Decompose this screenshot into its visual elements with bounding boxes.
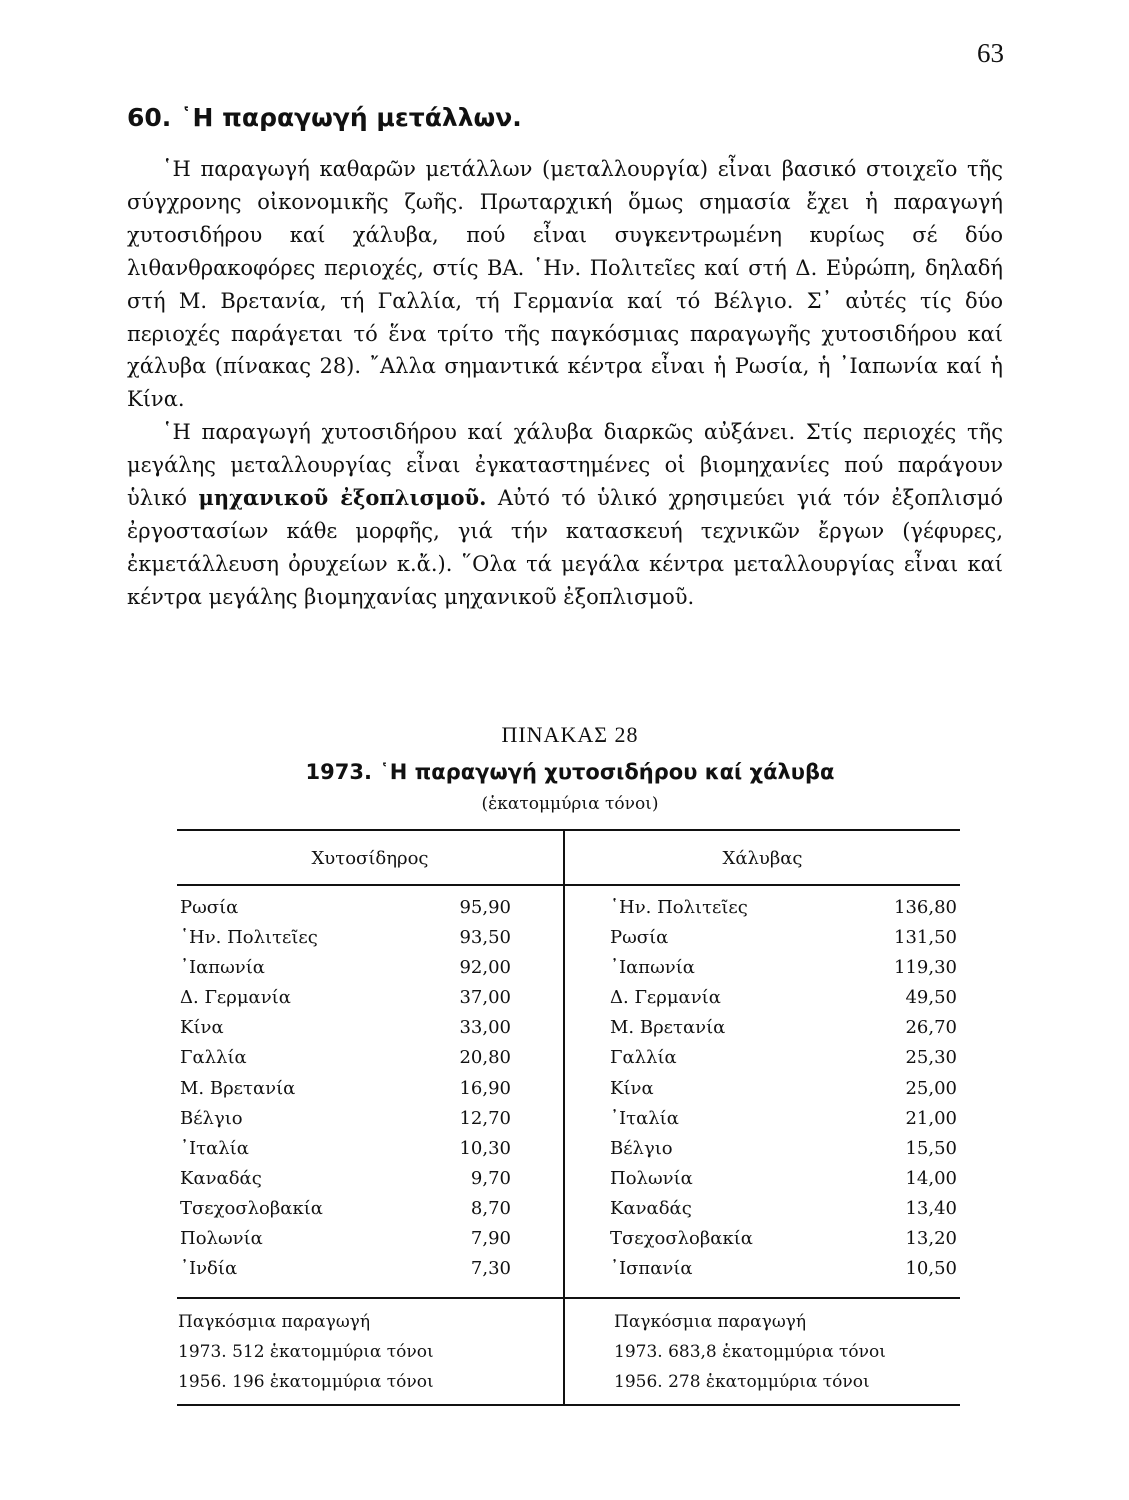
table-row [180,1226,511,1256]
country-name: ῾Ην. Πολιτεῖες [610,897,748,918]
steel-list [610,895,957,1286]
bold-term: μηχανικοῦ ἐξοπλισμοῦ. [198,485,487,511]
production-value: 7,30 [470,1258,511,1280]
country-name: ᾿Ιταλία [180,1137,249,1159]
country-name: Τσεχοσλοβακία [610,1228,753,1250]
country-name: ᾿Ινδία [180,1258,238,1280]
world-production-1973: 1973. 512 ἑκατομμύρια τόνοι [178,1342,434,1362]
country-name: Ρωσία [610,927,669,949]
world-production-1973: 1973. 683,8 ἑκατομμύρια τόνοι [614,1342,886,1362]
table-label: ΠΙΝΑΚΑΣ 28 [501,722,639,747]
country-name: Καναδάς [610,1197,692,1219]
pig-iron-world-total [178,1307,434,1397]
body-text [127,153,1003,614]
country-name: Μ. Βρετανία [610,1017,726,1039]
production-value: 92,00 [459,957,511,979]
country-name: Πολωνία [610,1167,693,1189]
country-name: Βέλγιο [180,1107,243,1129]
country-name: Δ. Γερμανία [180,987,291,1009]
table-title: 1973. ῾Η παραγωγή χυτοσιδήρου καί χάλυβα [305,760,835,784]
section-heading: 60. ῾Η παραγωγή μετάλλων. [127,103,522,132]
table-row [180,1196,511,1226]
production-value: 14,00 [905,1167,957,1189]
table-column-divider [563,829,565,1406]
table-unit: (ἑκατομμύρια τόνοι) [481,794,659,814]
production-value: 136,80 [894,897,957,918]
production-value: 10,50 [905,1258,957,1280]
table-row [610,1196,957,1226]
production-value: 9,70 [470,1167,511,1189]
production-value: 20,80 [459,1047,511,1069]
paragraph-text: ῾Η παραγωγή χυτοσιδήρου καί χάλυβα διαρκῶς αὐξάνει. Στίς περιοχές τῆς μεγάλης μεταλλουργίας εἶναι ἐγκαταστημένες οἱ βιομηχανίες πού παράγουν ὑλικό [127,420,1003,511]
country-name: Δ. Γερμανία [610,987,721,1009]
country-name: Μ. Βρετανία [180,1077,296,1099]
table-row [180,1015,511,1045]
production-value: 25,00 [905,1077,957,1099]
country-name: ῾Ην. Πολιτεῖες [180,927,318,949]
table-row [610,1256,957,1286]
production-value: 131,50 [894,927,957,949]
world-production-1956: 1956. 278 ἑκατομμύρια τόνοι [614,1372,870,1392]
world-production-label: Παγκόσμια παραγωγή [614,1312,807,1332]
production-value: 10,30 [459,1137,511,1159]
country-name: Κίνα [180,1017,224,1039]
production-value: 13,40 [905,1197,957,1219]
country-name: Γαλλία [180,1047,247,1069]
country-name: Βέλγιο [610,1137,673,1159]
country-name: Κίνα [610,1077,654,1099]
country-name: ᾿Ιταλία [610,1107,679,1129]
table-row [180,1136,511,1166]
world-production-1956: 1956. 196 ἑκατομμύρια τόνοι [178,1372,434,1392]
pig-iron-list [180,895,511,1286]
table-row [180,1166,511,1196]
page-number: 63 [977,38,1004,68]
table-row [610,1136,957,1166]
country-name: Πολωνία [180,1228,263,1250]
country-name: ᾿Ιαπωνία [610,957,695,979]
table-row [180,1045,511,1075]
country-name: ᾿Ισπανία [610,1258,693,1280]
production-value: 33,00 [459,1017,511,1039]
table-bottom-rule [177,1404,960,1406]
table-top-rule [177,829,960,831]
production-value: 26,70 [905,1017,957,1039]
table-row [180,925,511,955]
table-row [610,1106,957,1136]
table-footer-rule [177,1297,960,1299]
country-name: Καναδάς [180,1167,262,1189]
paragraph [127,416,1003,613]
production-value: 13,20 [905,1228,957,1250]
table-row [610,1226,957,1256]
production-value: 49,50 [905,987,957,1009]
production-value: 37,00 [459,987,511,1009]
table-row [180,895,511,925]
country-name: Ρωσία [180,897,239,918]
paragraph-text: Αὐτό τό ὑλικό χρησιμεύει γιά τόν ἐξοπλισμό ἐργοστασίων κάθε μορφῆς, γιά τήν κατασκευή τεχνικῶν ἔργων (γέφυρες, ἐκμετάλλευση ὀρυχείων κ.ἄ.). ῞Ολα τά μεγάλα κέντρα μεταλλουργίας εἶναι καί κέντρα μεγάλης βιομηχανίας μηχανικοῦ ἐξοπλισμοῦ. [127,486,1003,609]
production-value: 21,00 [905,1107,957,1129]
table-row [180,1256,511,1286]
country-name: Τσεχοσλοβακία [180,1197,323,1219]
steel-world-total [614,1307,886,1397]
production-value: 95,90 [459,897,511,918]
table-row [610,955,957,985]
table-row [610,925,957,955]
table-row [180,1106,511,1136]
production-value: 25,30 [905,1047,957,1069]
table-row [180,955,511,985]
production-value: 93,50 [459,927,511,949]
table-row [610,985,957,1015]
production-value: 119,30 [894,957,957,979]
table-row [610,1045,957,1075]
table-row [610,1076,957,1106]
production-value: 7,90 [470,1228,511,1250]
production-value: 15,50 [905,1137,957,1159]
table-row [610,895,957,925]
production-value: 16,90 [459,1077,511,1099]
table-row [610,1015,957,1045]
column-header-pig-iron: Χυτοσίδηρος [311,848,429,869]
table-row [610,1166,957,1196]
table-row [180,985,511,1015]
production-value: 8,70 [470,1197,511,1219]
production-value: 12,70 [459,1107,511,1129]
table-row [180,1076,511,1106]
world-production-label: Παγκόσμια παραγωγή [178,1312,371,1332]
country-name: Γαλλία [610,1047,677,1069]
column-header-steel: Χάλυβας [722,848,803,869]
paragraph: ῾Η παραγωγή καθαρῶν μετάλλων (μεταλλουργία) εἶναι βασικό στοιχεῖο τῆς σύγχρονης οἰκονομικῆς ζωῆς. Πρωταρχική ὅμως σημασία ἔχει ἡ παραγωγή χυτοσιδήρου καί χάλυβα, πού εἶναι συγκεντρωμένη κυρίως σέ δύο λιθανθρακοφόρες περιοχές, στίς ΒΑ. ῾Ην. Πολιτεῖες καί στή Δ. Εὐρώπη, δηλαδή στή Μ. Βρετανία, τή Γαλλία, τή Γερμανία καί τό Βέλγιο. Σ᾿ αὐτές τίς δύο περιοχές παράγεται τό ἕνα τρίτο τῆς παγκόσμιας παραγωγῆς χυτοσιδήρου καί χάλυβα (πίνακας 28). ῎Αλλα σημαντικά κέντρα εἶναι ἡ Ρωσία, ἡ ᾿Ιαπωνία καί ἡ Κίνα. [127,157,1003,412]
country-name: ᾿Ιαπωνία [180,957,265,979]
table-header-rule [177,884,960,886]
